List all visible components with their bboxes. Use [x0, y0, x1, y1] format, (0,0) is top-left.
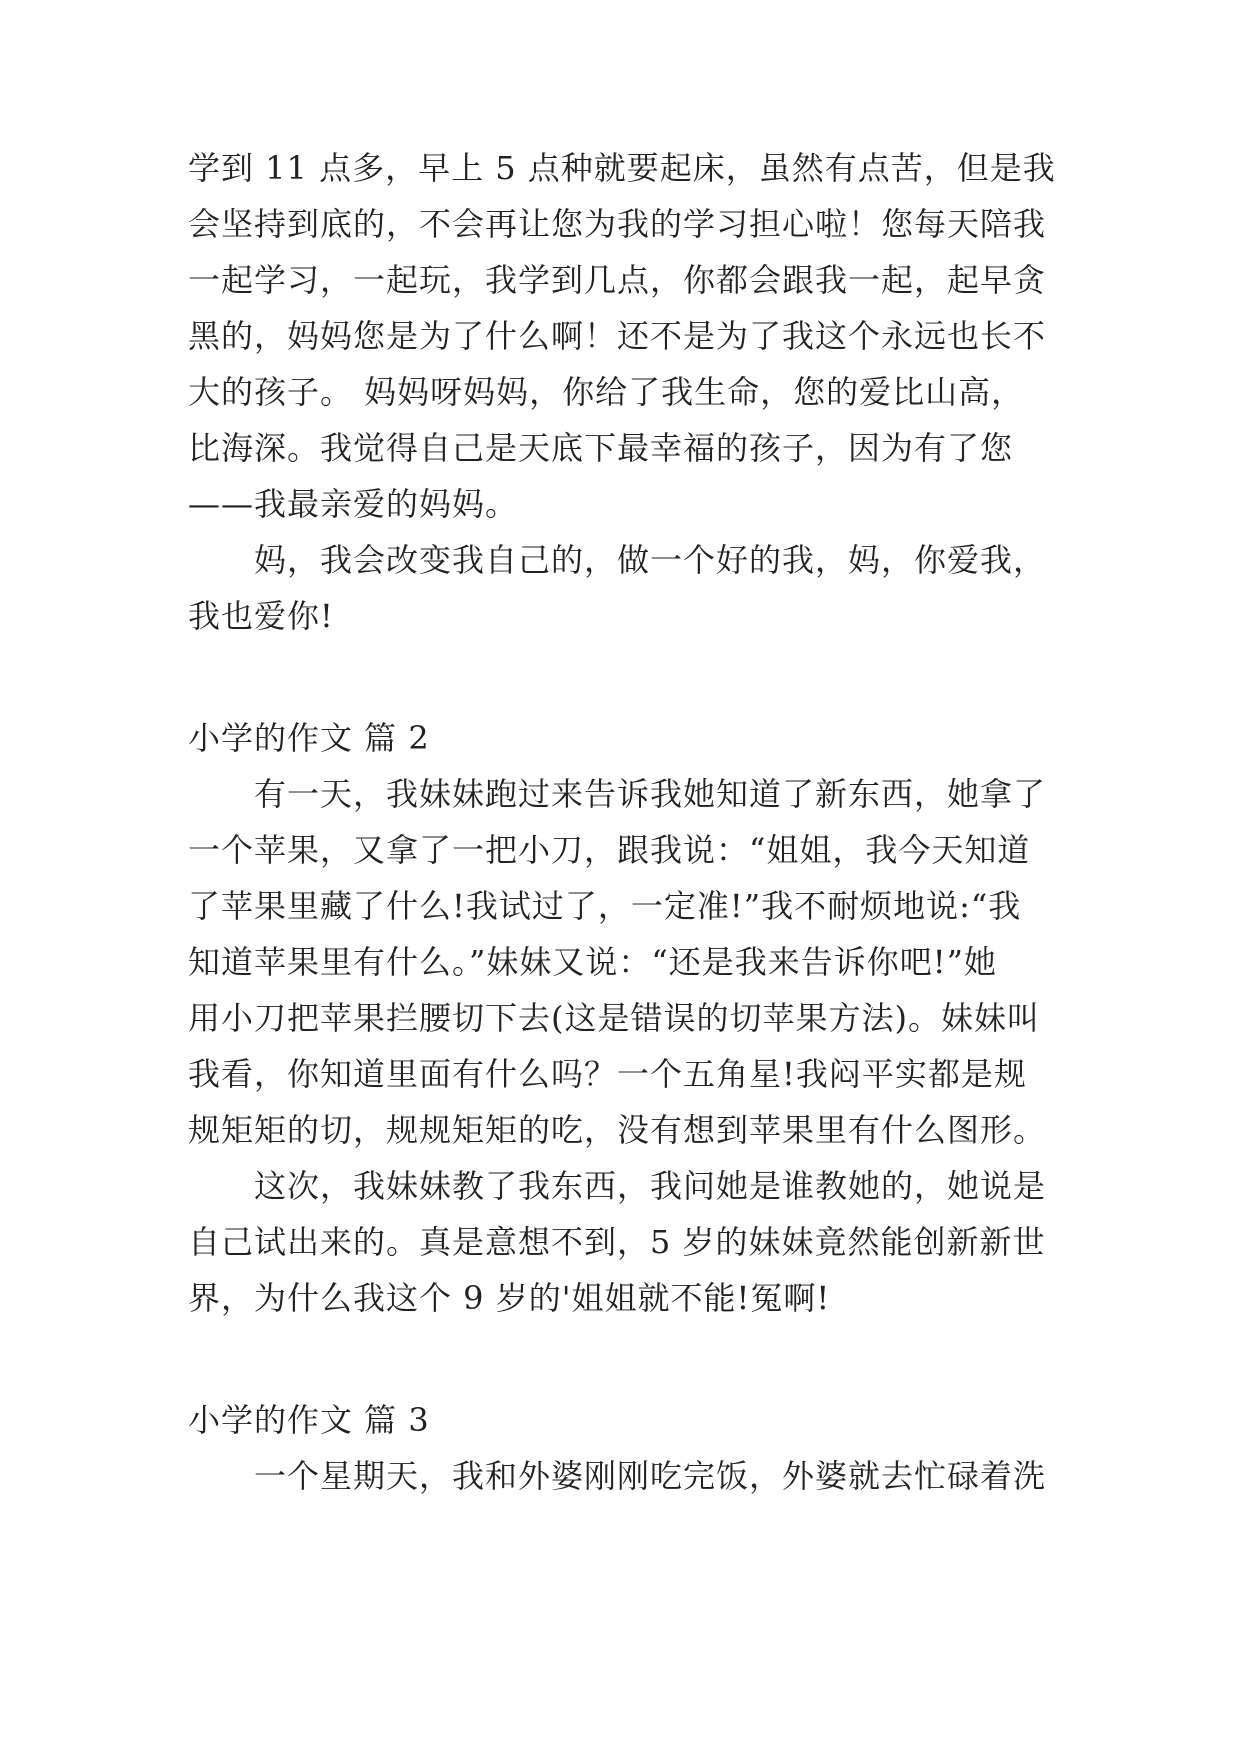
- text-line: 一起学习，一起玩，我学到几点，你都会跟我一起，起早贪: [188, 261, 1047, 299]
- text-line: 妈，我会改变我自己的，做一个好的我，妈，你爱我，: [254, 541, 1047, 579]
- text-line: 自己试出来的。真是意想不到，5 岁的妹妹竟然能创新新世: [188, 1223, 1046, 1261]
- text-line: 这次，我妹妹教了我东西，我问她是谁教她的，她说是: [254, 1167, 1047, 1205]
- text-line: 有一天，我妹妹跑过来告诉我她知道了新东西，她拿了: [254, 775, 1047, 813]
- text-line: 学到 11 点多，早上 5 点种就要起床，虽然有点苦，但是我: [188, 149, 1056, 187]
- text-line: 一个苹果，又拿了一把小刀，跟我说：“姐姐，我今天知道: [188, 831, 1031, 869]
- text-line: 比海深。我觉得自己是天底下最幸福的孩子，因为有了您: [188, 429, 1014, 467]
- section-heading: 小学的作文 篇 3: [188, 1401, 430, 1439]
- text-line: 大的孩子。 妈妈呀妈妈，你给了我生命，您的爱比山高，: [188, 373, 1025, 411]
- text-line: 界，为什么我这个 9 岁的'姐姐就不能!冤啊!: [188, 1279, 831, 1317]
- text-line: 了苹果里藏了什么!我试过了，一定准!”我不耐烦地说:“我: [188, 887, 1022, 925]
- text-line: 会坚持到底的，不会再让您为我的学习担心啦！您每天陪我: [188, 205, 1047, 243]
- text-line: 黑的，妈妈您是为了什么啊！还不是为了我这个永远也长不: [188, 317, 1047, 355]
- section-heading: 小学的作文 篇 2: [188, 719, 430, 757]
- text-line: 一个星期天，我和外婆刚刚吃完饭，外婆就去忙碌着洗: [254, 1457, 1047, 1495]
- text-line: 我也爱你!: [188, 597, 334, 635]
- text-line: 规矩矩的切，规规矩矩的吃，没有想到苹果里有什么图形。: [188, 1111, 1047, 1149]
- text-line: 知道苹果里有什么。”妹妹又说：“还是我来告诉你吧!”她: [188, 943, 997, 981]
- text-line: ——我最亲爱的妈妈。: [188, 485, 519, 523]
- text-line: 我看，你知道里面有什么吗？一个五角星!我闷平实都是规: [188, 1055, 1027, 1093]
- text-line: 用小刀把苹果拦腰切下去(这是错误的切苹果方法)。妹妹叫: [188, 999, 1040, 1037]
